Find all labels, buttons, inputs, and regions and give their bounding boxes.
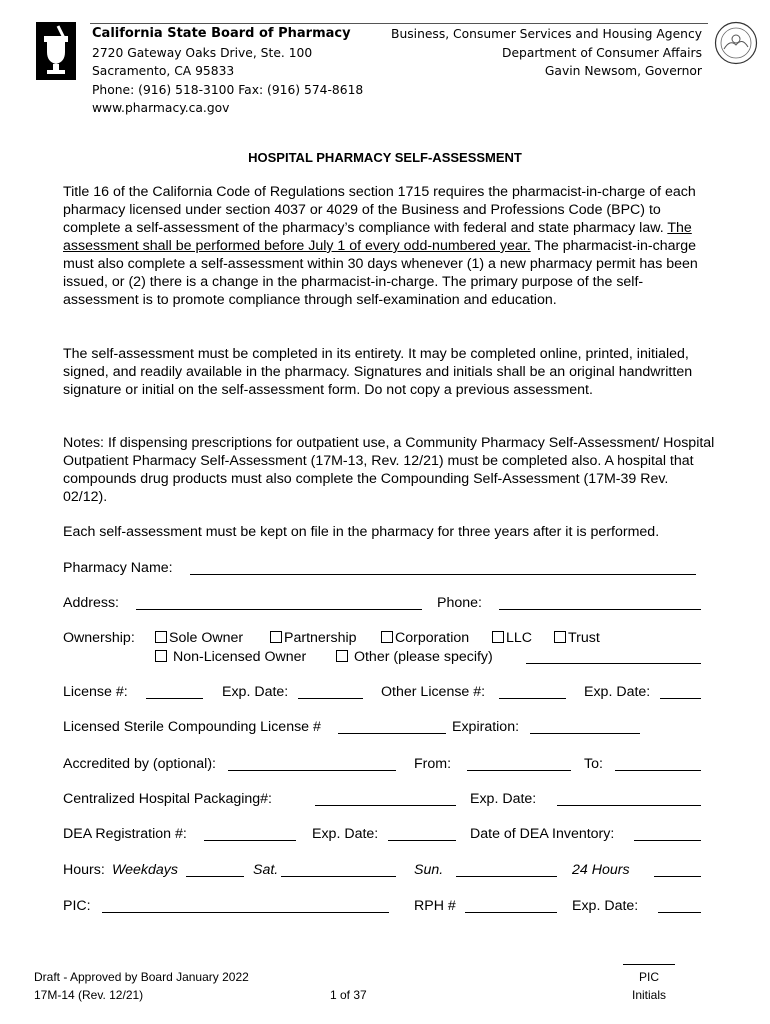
sat-label: Sat. [253, 862, 279, 878]
llc-label: LLC [506, 630, 533, 646]
other-license-label: Other License #: [381, 684, 486, 700]
ownership-non-licensed[interactable] [155, 648, 306, 666]
trust-label: Trust [568, 630, 600, 646]
ownership-trust[interactable] [554, 629, 600, 647]
non-licensed-label: Non-Licensed Owner [172, 649, 307, 665]
header-rule [90, 23, 708, 24]
sun-label: Sun. [414, 862, 444, 878]
pic-initials-label-top: PIC [638, 970, 659, 984]
website: www.pharmacy.ca.gov [92, 101, 230, 115]
pic-initials-block [618, 968, 680, 1004]
sterile-license-label: Licensed Sterile Compounding License # [63, 719, 321, 735]
ownership-partnership[interactable] [270, 629, 357, 647]
weekdays-label: Weekdays [112, 862, 178, 878]
other-license-exp-label: Exp. Date: [584, 684, 651, 700]
org-name: California State Board of Pharmacy [92, 26, 351, 41]
license-exp-field[interactable] [298, 698, 363, 699]
rph-label: RPH # [414, 898, 456, 914]
other-ownership-field[interactable] [526, 663, 701, 664]
sole-owner-checkbox[interactable] [155, 631, 167, 643]
dea-exp-label: Exp. Date: [312, 826, 379, 842]
intro-text-a: Title 16 of the California Code of Regulations section 1715 requires the pharmacist-in-charge of each pharmacy licensed under section 4037 or 4029 of the Business and Professions Code (BPC) to complete a self-assessment of the pharmacy’s compliance with federal and state pharmacy law. [63, 184, 696, 236]
retention-paragraph: Each self-assessment must be kept on file in the pharmacy for three years after it is performed. [63, 524, 660, 540]
from-field[interactable] [467, 770, 571, 771]
ownership-label: Ownership: [63, 630, 135, 646]
dea-inventory-label: Date of DEA Inventory: [470, 826, 615, 842]
other-license-exp-field[interactable] [660, 698, 701, 699]
pic-label: PIC: [63, 898, 91, 914]
phone-fax: Phone: (916) 518-3100 Fax: (916) 574-8618 [92, 82, 364, 97]
pharmacy-name-field[interactable] [190, 574, 696, 575]
expiration-label: Expiration: [452, 719, 520, 735]
ownership-sole-owner[interactable] [155, 629, 243, 647]
rph-field[interactable] [465, 912, 557, 913]
accredited-field[interactable] [228, 770, 396, 771]
page-title: HOSPITAL PHARMACY SELF-ASSESSMENT [248, 150, 522, 165]
header-right [391, 25, 702, 81]
to-field[interactable] [615, 770, 701, 771]
form-id: 17M-14 (Rev. 12/21) [34, 988, 144, 1002]
department-name: Department of Consumer Affairs [502, 45, 702, 60]
agency-name: Business, Consumer Services and Housing Agency [391, 27, 702, 41]
trust-checkbox[interactable] [554, 631, 566, 643]
intro-paragraph [63, 183, 715, 309]
phone-label: Phone: [437, 595, 482, 611]
corporation-label: Corporation [395, 630, 470, 646]
sun-field[interactable] [456, 876, 557, 877]
partnership-checkbox[interactable] [270, 631, 282, 643]
weekdays-field[interactable] [186, 876, 244, 877]
governor-name: Gavin Newsom, Governor [544, 64, 702, 78]
dea-label: DEA Registration #: [63, 826, 187, 842]
sterile-license-field[interactable] [338, 733, 446, 734]
hours-24-label: 24 Hours [572, 862, 630, 878]
ownership-other[interactable] [336, 648, 493, 666]
centralized-label: Centralized Hospital Packaging#: [63, 791, 272, 807]
accredited-label: Accredited by (optional): [63, 756, 216, 772]
footer-left [34, 968, 249, 1004]
ownership-llc[interactable] [492, 629, 532, 647]
phone-field[interactable] [499, 609, 701, 610]
dea-inventory-field[interactable] [634, 840, 701, 841]
completion-paragraph: The self-assessment must be completed in its entirety. It may be completed online, printed, initialed, signed, and readily available in the pharmacy. Signatures and initials shall be an original handwritten signature or initial on the self-assessment form. Do not copy a previous assessment. [63, 346, 693, 398]
centralized-field[interactable] [315, 805, 456, 806]
license-field[interactable] [146, 698, 203, 699]
board-logo-icon [36, 22, 76, 80]
draft-note: Draft - Approved by Board January 2022 [34, 970, 249, 984]
rph-exp-field[interactable] [658, 912, 701, 913]
address-line-2: Sacramento, CA 95833 [92, 64, 235, 78]
from-label: From: [414, 756, 452, 772]
notes-paragraph: Notes: If dispensing prescriptions for outpatient use, a Community Pharmacy Self-Assessment/ Hospital Outpatient Pharmacy Self-Assessment (17M-13, Rev. 12/21) must be completed also. A hospital that compounds drug products must also complete the Compounding Self-Assessment (17M-39 Rev. 02/12). [63, 435, 715, 505]
license-label: License #: [63, 684, 128, 700]
pic-initials-label-bottom: Initials [631, 988, 666, 1002]
to-label: To: [584, 756, 603, 772]
pharmacy-name-label: Pharmacy Name: [63, 560, 173, 576]
address-field[interactable] [136, 609, 422, 610]
expiration-field[interactable] [530, 733, 640, 734]
partnership-label: Partnership [284, 630, 357, 646]
centralized-exp-field[interactable] [557, 805, 701, 806]
pic-field[interactable] [102, 912, 389, 913]
page-number: 1 of 37 [330, 988, 367, 1002]
sat-field[interactable] [281, 876, 396, 877]
llc-checkbox[interactable] [492, 631, 504, 643]
other-label: Other (please specify) [353, 649, 493, 665]
address-line-1: 2720 Gateway Oaks Drive, Ste. 100 [92, 45, 313, 60]
hours-24-field[interactable] [654, 876, 701, 877]
dea-field[interactable] [204, 840, 296, 841]
dea-exp-field[interactable] [388, 840, 456, 841]
address-label: Address: [63, 595, 119, 611]
other-checkbox[interactable] [336, 650, 348, 662]
header-left [92, 25, 363, 118]
intro-text-b: The pharmacist-in-charge must also complete a self-assessment within 30 days whenever (1) a new pharmacy permit has been issued, or (2) there is a change in the pharmacist-in-charge. The primary purpose of the self-assessment is to promote compliance through self-examination and education. [63, 238, 698, 308]
state-seal-icon [714, 21, 758, 65]
license-exp-label: Exp. Date: [222, 684, 289, 700]
centralized-exp-label: Exp. Date: [470, 791, 537, 807]
other-license-field[interactable] [499, 698, 566, 699]
corporation-checkbox[interactable] [381, 631, 393, 643]
pic-initials-field[interactable] [623, 964, 675, 965]
rph-exp-label: Exp. Date: [572, 898, 639, 914]
ownership-corporation[interactable] [381, 629, 469, 647]
intro-deadline: The assessment shall be performed before July 1 of every odd-numbered year. [63, 220, 692, 254]
hours-label: Hours: [63, 862, 105, 878]
non-licensed-checkbox[interactable] [155, 650, 167, 662]
sole-owner-label: Sole Owner [169, 630, 244, 646]
